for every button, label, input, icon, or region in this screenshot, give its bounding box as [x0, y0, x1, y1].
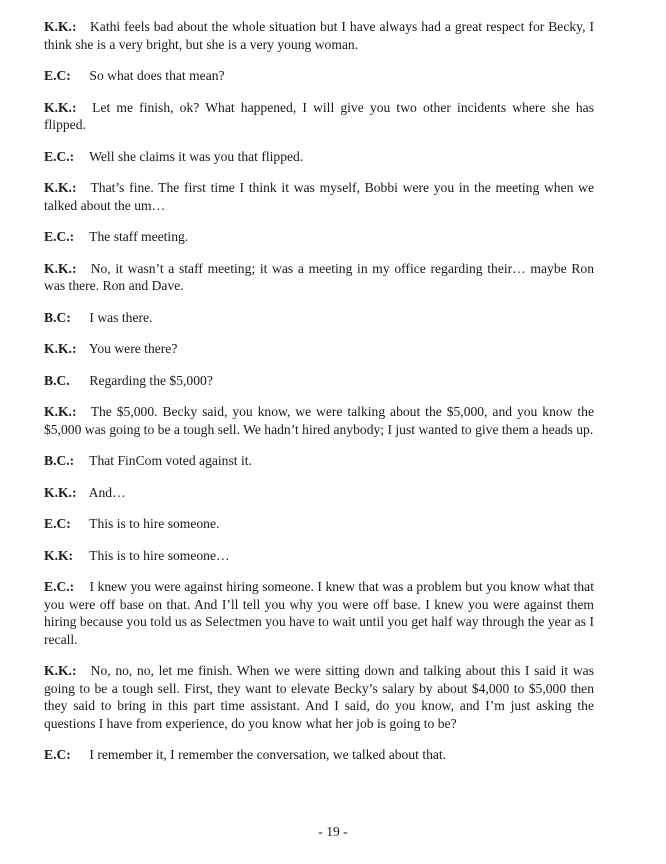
speaker-label: E.C: — [44, 516, 71, 531]
transcript-entry — [44, 746, 594, 764]
speaker-label: E.C: — [44, 68, 71, 83]
transcript-entry — [44, 67, 594, 85]
utterance-text: No, no, no, let me finish. When we were sitting down and talking about this I said it was going to be a tough sell. First, they want to elevate Becky’s salary by about $4,000 to $5,000 then they said to bring in this part time assistant. And I said, do you know, and I’m just asking the questions I have from experience, do you know what her job is going to be? — [44, 663, 594, 731]
transcript-entry — [44, 228, 594, 246]
speaker-label: K.K.: — [44, 99, 77, 115]
speaker-label: K.K.: — [44, 404, 77, 419]
transcript-entry — [44, 515, 594, 533]
transcript-entry — [44, 484, 594, 502]
utterance-text: I was there. — [89, 309, 153, 325]
speaker-label: B.C. — [44, 372, 70, 388]
speaker-label: E.C.: — [44, 579, 75, 594]
utterance-text: This is to hire someone… — [89, 547, 230, 563]
transcript-body — [44, 18, 594, 778]
utterance-text: The $5,000. Becky said, you know, we were talking about the $5,000, and you know the $5,000 was going to be a tough sell. We hadn’t hired anybody; I just wanted to give them a heads up. — [44, 404, 595, 437]
utterance-text: Kathi feels bad about the whole situation but I have always had a great respect for Becky, I think she is a very bright, but she is a very young woman. — [44, 19, 594, 52]
utterance-text: And… — [88, 484, 126, 500]
utterance-text: I remember it, I remember the conversation, we talked about that. — [89, 747, 447, 762]
utterance-text: The staff meeting. — [89, 229, 189, 244]
speaker-label: K.K.: — [44, 19, 77, 34]
speaker-label: B.C: — [44, 309, 71, 325]
transcript-entry — [44, 340, 594, 358]
utterance-text: That FinCom voted against it. — [89, 453, 252, 468]
transcript-entry — [44, 578, 594, 648]
transcript-entry — [44, 99, 594, 134]
transcript-entry — [44, 662, 594, 732]
page-number: - 19 - — [318, 824, 348, 839]
utterance-text: Regarding the $5,000? — [89, 372, 213, 388]
speaker-label: E.C: — [44, 747, 71, 762]
utterance-text: You were there? — [88, 341, 178, 356]
utterance-text: This is to hire someone. — [89, 516, 220, 531]
utterance-text: Well she claims it was you that flipped. — [89, 148, 304, 164]
transcript-entry — [44, 372, 594, 390]
transcript-entry — [44, 18, 594, 53]
utterance-text: That’s fine. The first time I think it was myself, Bobbi were you in the meeting when we talked about the um… — [44, 180, 595, 213]
utterance-text: So what does that mean? — [89, 68, 225, 83]
utterance-text: I knew you were against hiring someone. I knew that was a problem but you know what that you were off base on that. And I’ll tell you why you were off base. I knew you were against them hiring because you told us as Selectmen you have to wait until you get half way through the year as I recall. — [44, 579, 594, 647]
speaker-label: E.C.: — [44, 229, 75, 244]
speaker-label: K.K.: — [44, 484, 77, 500]
transcript-entry — [44, 452, 594, 470]
speaker-label: K.K: — [44, 547, 74, 563]
speaker-label: B.C.: — [44, 453, 75, 468]
speaker-label: E.C.: — [44, 148, 75, 164]
transcript-entry — [44, 260, 594, 295]
utterance-text: Let me finish, ok? What happened, I will give you two other incidents where she has flipped. — [44, 99, 594, 132]
transcript-entry — [44, 403, 594, 438]
transcript-entry — [44, 309, 594, 327]
speaker-label: K.K.: — [44, 663, 77, 678]
speaker-label: K.K.: — [44, 341, 77, 356]
speaker-label: K.K.: — [44, 260, 77, 276]
transcript-entry — [44, 148, 594, 166]
transcript-entry — [44, 179, 594, 214]
utterance-text: No, it wasn’t a staff meeting; it was a meeting in my office regarding their… maybe Ron was there. Ron and Dave. — [44, 260, 594, 293]
speaker-label: K.K.: — [44, 180, 77, 195]
transcript-entry — [44, 547, 594, 565]
